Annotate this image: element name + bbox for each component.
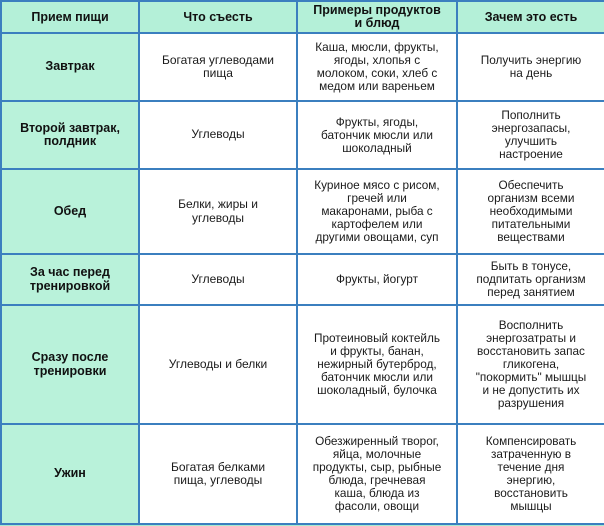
table-row bbox=[1, 101, 604, 169]
why-cell: Пополнить энергозапасы, улучшить настроение bbox=[457, 101, 604, 169]
header-meal: Прием пищи bbox=[1, 1, 139, 33]
meal-cell: За час перед тренировкой bbox=[1, 254, 139, 305]
examples-cell: Куриное мясо с рисом, гречей или макаронами, рыба с картофелем или другими овощами, суп bbox=[297, 169, 457, 254]
why-cell: Получить энергию на день bbox=[457, 33, 604, 101]
examples-cell: Протеиновый коктейль и фрукты, банан, нежирный бутерброд, батончик мюсли или шоколадный, булочка bbox=[297, 305, 457, 424]
examples-cell: Обезжиренный творог, яйца, молочные продукты, сыр, рыбные блюда, гречневая каша, блюда из фасоли, овощи bbox=[297, 424, 457, 524]
meal-cell: Второй завтрак, полдник bbox=[1, 101, 139, 169]
what-cell: Углеводы bbox=[139, 101, 297, 169]
header-what: Что съесть bbox=[139, 1, 297, 33]
why-cell: Восполнить энергозатраты и восстановить запас гликогена, "покормить" мышцы и не допустить их разрушения bbox=[457, 305, 604, 424]
meal-cell: Обед bbox=[1, 169, 139, 254]
table-row bbox=[1, 424, 604, 524]
header-why: Зачем это есть bbox=[457, 1, 604, 33]
header-row bbox=[1, 1, 604, 33]
why-cell: Быть в тонусе, подпитать организм перед занятием bbox=[457, 254, 604, 305]
meal-cell: Завтрак bbox=[1, 33, 139, 101]
examples-cell: Фрукты, ягоды, батончик мюсли или шоколадный bbox=[297, 101, 457, 169]
examples-cell: Фрукты, йогурт bbox=[297, 254, 457, 305]
table-row bbox=[1, 169, 604, 254]
what-cell: Богатая углеводами пища bbox=[139, 33, 297, 101]
what-cell: Углеводы bbox=[139, 254, 297, 305]
table-row bbox=[1, 33, 604, 101]
meal-cell: Ужин bbox=[1, 424, 139, 524]
what-cell: Углеводы и белки bbox=[139, 305, 297, 424]
what-cell: Белки, жиры и углеводы bbox=[139, 169, 297, 254]
what-cell: Богатая белками пища, углеводы bbox=[139, 424, 297, 524]
table-row bbox=[1, 254, 604, 305]
examples-cell: Каша, мюсли, фрукты, ягоды, хлопья с молоком, соки, хлеб с медом или вареньем bbox=[297, 33, 457, 101]
header-examples: Примеры продуктов и блюд bbox=[297, 1, 457, 33]
why-cell: Обеспечить организм всеми необходимыми питательными веществами bbox=[457, 169, 604, 254]
meal-cell: Сразу после тренировки bbox=[1, 305, 139, 424]
why-cell: Компенсировать затраченную в течение дня энергию, восстановить мышцы bbox=[457, 424, 604, 524]
table-row bbox=[1, 305, 604, 424]
